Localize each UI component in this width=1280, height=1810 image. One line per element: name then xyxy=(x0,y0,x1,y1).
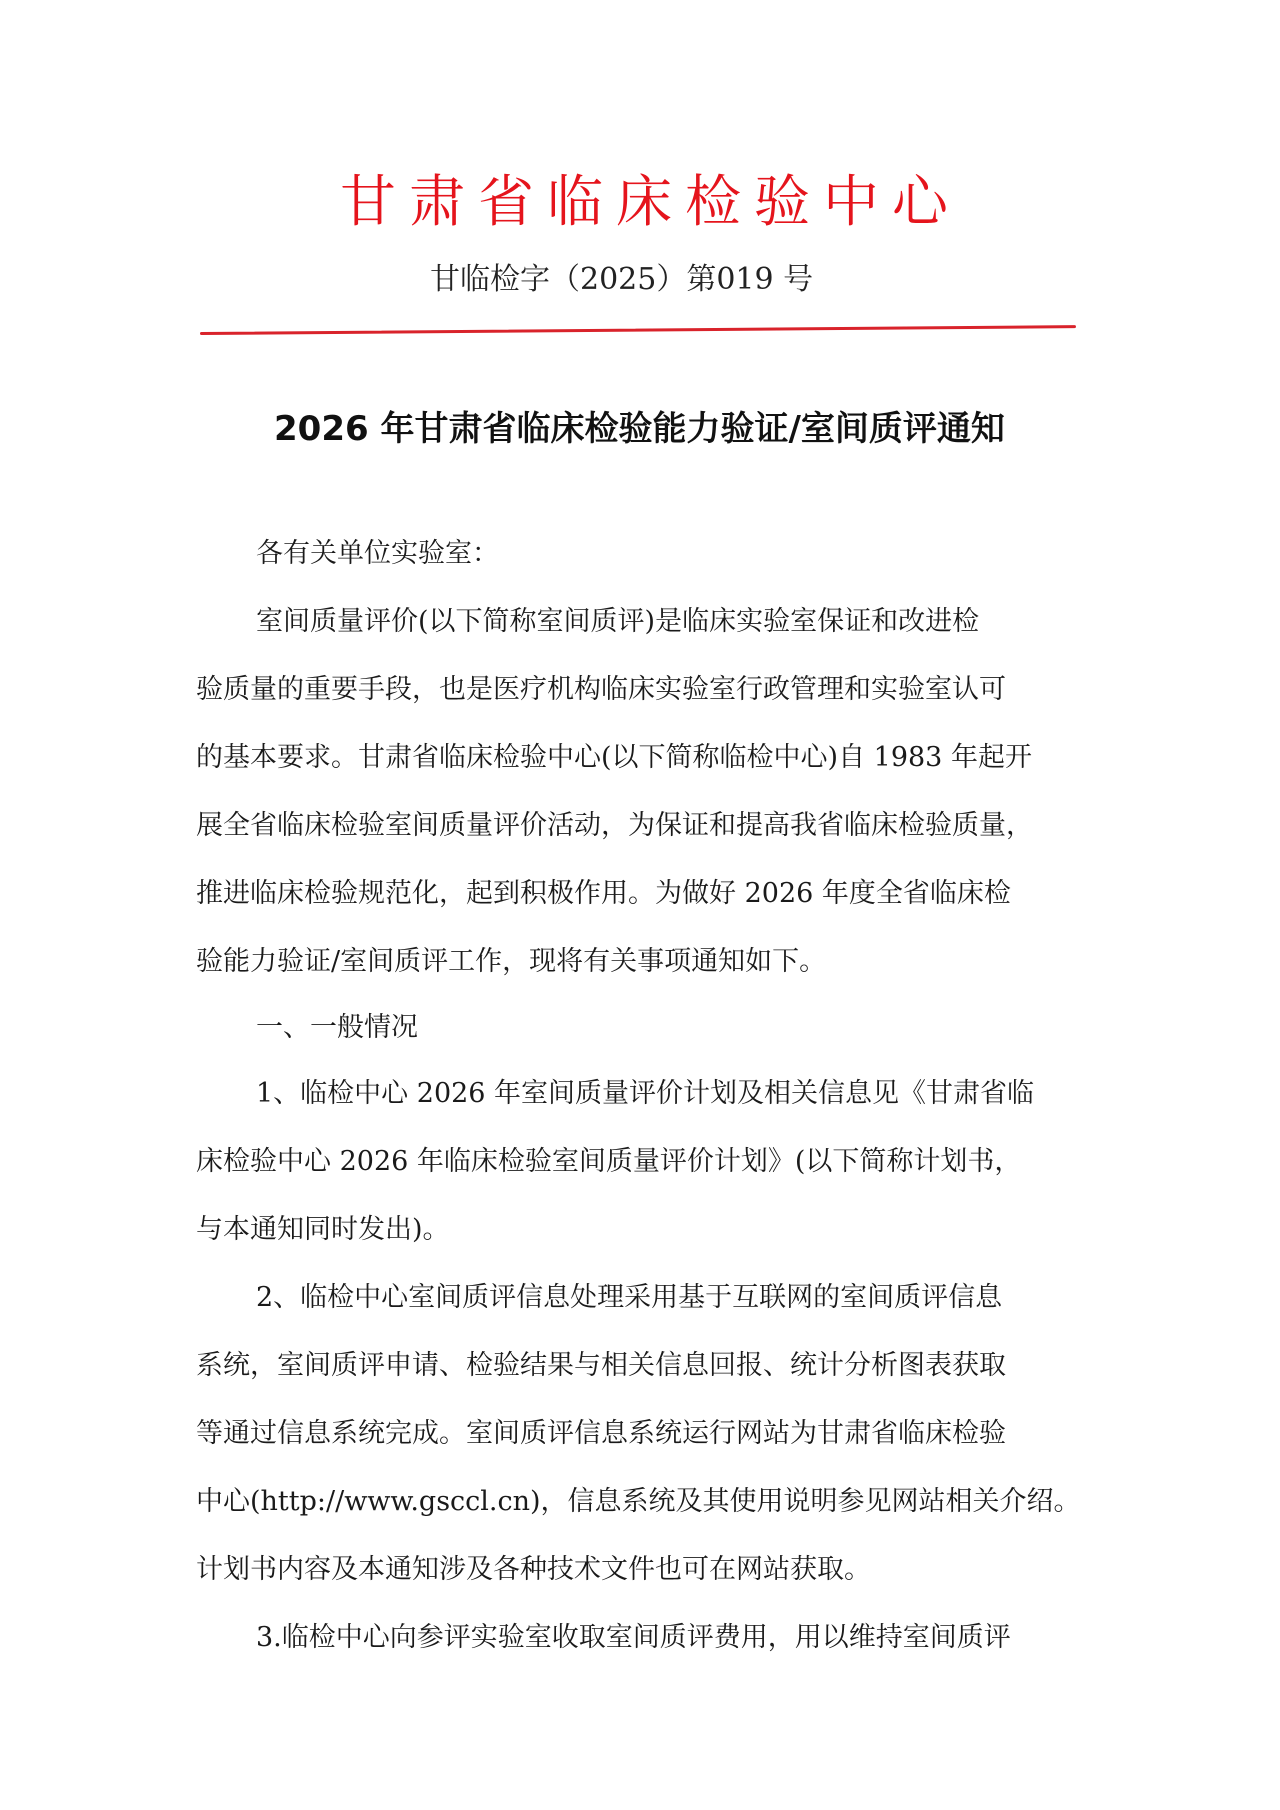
letterhead-red-divider xyxy=(200,325,1076,335)
section-heading: 一、一般情况 xyxy=(256,1012,418,1043)
body-line: 推进临床检验规范化，起到积极作用。为做好 2026 年度全省临床检 xyxy=(196,878,1011,909)
document-number: 甘临检字（2025）第019 号 xyxy=(430,262,814,297)
body-line: 计划书内容及本通知涉及各种技术文件也可在网站获取。 xyxy=(196,1554,871,1585)
body-line: 展全省临床检验室间质量评价活动，为保证和提高我省临床检验质量， xyxy=(196,810,1033,841)
body-line: 1、临检中心 2026 年室间质量评价计划及相关信息见《甘肃省临 xyxy=(256,1078,1035,1109)
body-line: 中心(http://www.gsccl.cn)，信息系统及其使用说明参见网站相关介绍。 xyxy=(196,1486,1081,1517)
body-line: 与本通知同时发出)。 xyxy=(196,1214,450,1245)
body-line: 2、临检中心室间质评信息处理采用基于互联网的室间质评信息 xyxy=(256,1282,1003,1313)
body-line: 验质量的重要手段，也是医疗机构临床实验室行政管理和实验室认可 xyxy=(196,674,1006,705)
body-line: 验能力验证/室间质评工作，现将有关事项通知如下。 xyxy=(196,946,827,977)
body-line: 床检验中心 2026 年临床检验室间质量评价计划》(以下简称计划书， xyxy=(196,1146,1022,1177)
organization-letterhead: 甘肃省临床检验中心 xyxy=(340,170,961,235)
salutation: 各有关单位实验室： xyxy=(256,538,499,569)
body-line: 等通过信息系统完成。室间质评信息系统运行网站为甘肃省临床检验 xyxy=(196,1418,1006,1449)
body-line: 的基本要求。甘肃省临床检验中心(以下简称临检中心)自 1983 年起开 xyxy=(196,742,1032,773)
document-title: 2026 年甘肃省临床检验能力验证/室间质评通知 xyxy=(274,409,1005,449)
body-line: 室间质量评价(以下简称室间质评)是临床实验室保证和改进检 xyxy=(256,606,980,637)
body-line: 3.临检中心向参评实验室收取室间质评费用，用以维持室间质评 xyxy=(256,1622,1011,1653)
body-line: 系统，室间质评申请、检验结果与相关信息回报、统计分析图表获取 xyxy=(196,1350,1006,1381)
